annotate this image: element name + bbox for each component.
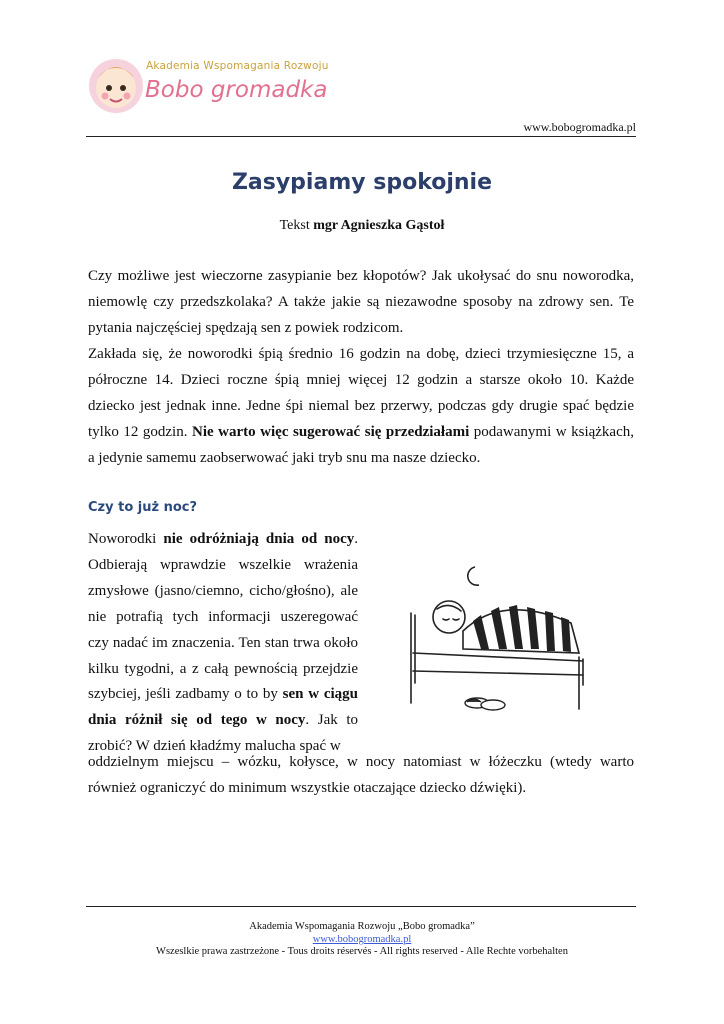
paragraph-text: podawanymi w książkach, a jedynie samemu zaobserwować jaki tryb snu ma nasze dziecko. — [88, 424, 634, 466]
header-divider — [86, 136, 636, 137]
footer-link[interactable]: www.bobogromadka.pl — [312, 934, 412, 945]
sleeping-baby-bed-icon — [393, 553, 653, 743]
header-url: www.bobogromadka.pl — [523, 120, 636, 134]
logo-brand-name: Bobo gromadka — [145, 77, 328, 103]
paragraph-emphasis: Nie warto więc sugerować się przedziałami — [191, 424, 470, 440]
paragraph-day-night — [88, 527, 358, 760]
baby-face-logo-icon — [88, 48, 148, 120]
paragraph-continuation: oddzielnym miejscu – wózku, kołysce, w nocy natomiast w łóżeczku (wtedy warto również ograniczyć do minimum wszystkie otaczające dziecko dźwięki). — [88, 754, 634, 796]
paragraph-intro: Czy możliwe jest wieczorne zasypianie bez kłopotów? Jak ukołysać do snu noworodka, niemowlę czy przedszkolaka? A także jakie są niezawodne sposoby na zdrowy sen. Te pytania najczęściej spędzają sen z powiek rodzicom. — [88, 268, 634, 336]
paragraph-text: Noworodki — [88, 531, 164, 547]
paragraph-sleep-hours — [88, 341, 634, 471]
author-name: mgr Agnieszka Gąstoł — [313, 218, 445, 233]
page-title: Zasypiamy spokojnie — [231, 170, 493, 195]
author-line — [0, 218, 724, 234]
sleeping-baby-illustration — [393, 553, 653, 743]
footer-copyright: Wszeslkie prawa zastrzeżone - Tous droits réservés - All rights reserved - Alle Rechte vorbehalten — [156, 946, 568, 957]
paragraph-text: Zakłada się, że noworodki śpią średnio 16 godzin na dobę, dzieci trzymiesięczne 15, a półroczne 14. Dzieci roczne śpią mniej więcej 12 godzin a starsze około 10. Każde dziecko jest jednak inne. Jedne śpi niemal bez przerwy, podczas gdy drugie spać będzie tylko 12 godzin. — [88, 346, 634, 440]
paragraph-emphasis: nie odróżniają dnia od nocy — [163, 531, 355, 547]
author-prefix: Tekst — [279, 218, 314, 233]
footer-organization: Akademia Wspomagania Rozwoju „Bobo gromadka” — [249, 921, 475, 932]
section-heading: Czy to już noc? — [88, 500, 198, 515]
paragraph-text: . Jak to zrobić? W dzień kładźmy malucha spać w — [88, 712, 358, 755]
paragraph-emphasis: sen w ciągu dnia różnił się od tego w nocy — [88, 686, 358, 729]
logo-tagline: Akademia Wspomagania Rozwoju — [146, 60, 329, 72]
footer-divider — [86, 906, 636, 907]
paragraph-text: . Odbierają wprawdzie wszelkie wrażenia zmysłowe (jasno/ciemno, cicho/głośno), ale nie potrafią tych informacji uszeregować czy nadać im znaczenia. Ten stan trwa około kilku tygodni, a z całą pewnością przejdzie szybciej, jeśli zadbamy o to by — [88, 531, 358, 703]
